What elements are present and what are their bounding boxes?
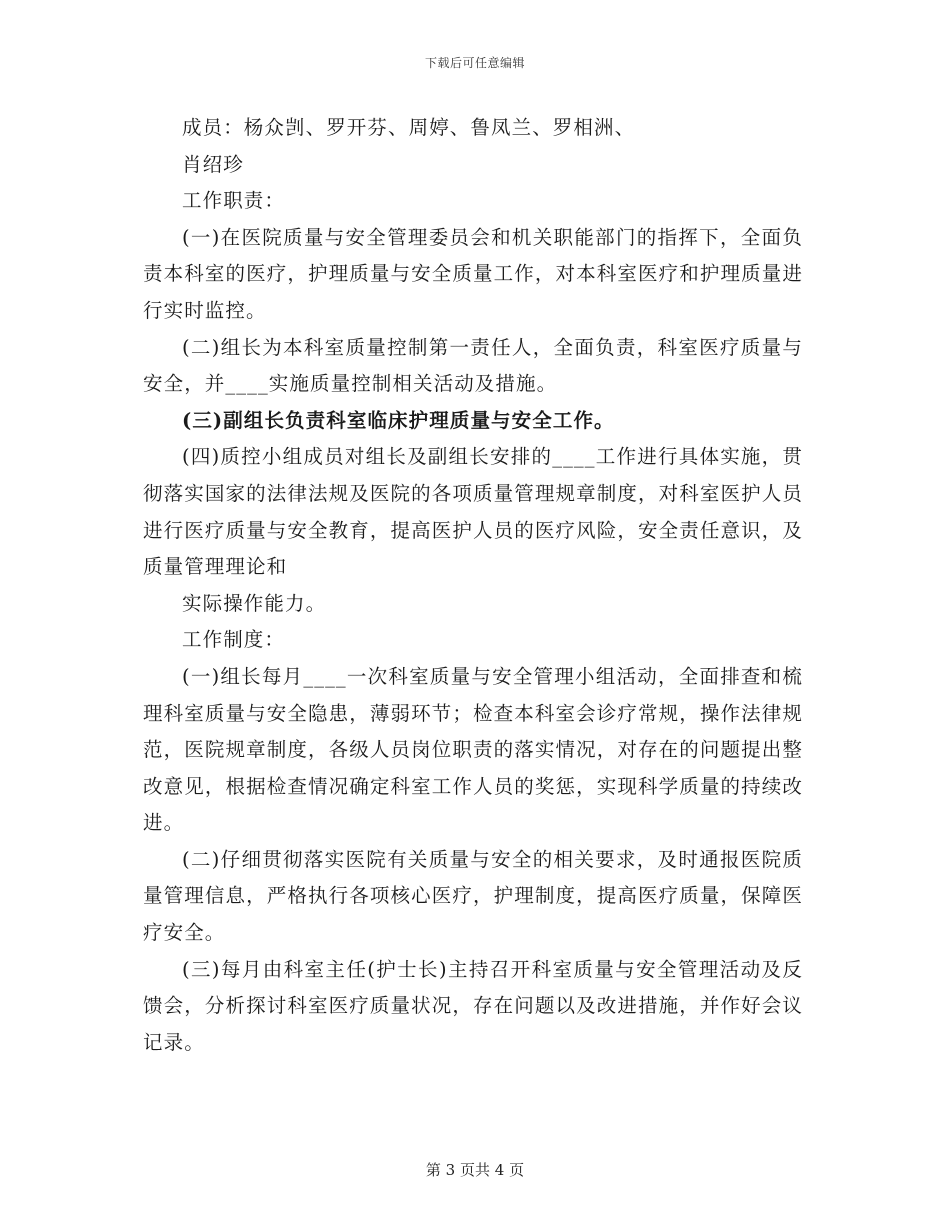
document-body bbox=[143, 110, 803, 1061]
paragraph-members: 成员：杨众剀、罗开芬、周婷、鲁凤兰、罗相洲、 bbox=[182, 116, 636, 139]
paragraph-system-2: (二)仔细贯彻落实医院有关质量与安全的相关要求，及时通报医院质量管理信息，严格执行各项核心医疗，护理制度，提高医疗质量，保障医疗安全。 bbox=[143, 847, 803, 945]
paragraph-duty-3: (三)副组长负责科室临床护理质量与安全工作。 bbox=[182, 408, 615, 432]
page-footer: 第 3 页共 4 页 bbox=[425, 1161, 525, 1179]
page-header: 下载后可任意编辑 bbox=[424, 56, 525, 70]
paragraph-duty-2: (二)组长为本科室质量控制第一责任人，全面负责，科室医疗质量与安全，并____实施质量控制相关活动及措施。 bbox=[143, 335, 803, 396]
paragraph-duty-4: (四)质控小组成员对组长及副组长安排的____工作进行具体实施，贯彻落实国家的法律法规及医院的各项质量管理规章制度，对科室医护人员进行医疗质量与安全教育，提高医护人员的医疗风险，安全责任意识，及质量管理理论和 bbox=[143, 445, 803, 579]
heading-system: 工作制度： bbox=[182, 628, 286, 652]
heading-duties: 工作职责： bbox=[182, 189, 286, 213]
paragraph-duty-1: (一)在医院质量与安全管理委员会和机关职能部门的指挥下，全面负责本科室的医疗，护理质量与安全质量工作，对本科室医疗和护理质量进行实时监控。 bbox=[143, 225, 803, 322]
paragraph-system-3: (三)每月由科室主任(护士长)主持召开科室质量与安全管理活动及反馈会，分析探讨科室医疗质量状况，存在问题以及改进措施，并作好会议记录。 bbox=[143, 957, 803, 1054]
paragraph-duty-4-cont: 实际操作能力。 bbox=[182, 591, 327, 615]
paragraph-system-1: (一)组长每月____一次科室质量与安全管理小组活动，全面排查和梳理科室质量与安全隐患，薄弱环节；检查本科室会诊疗常规，操作法律规范，医院规章制度，各级人员岗位职责的落实情况，对存在的问题提出整改意见，根据检查情况确定科室工作人员的奖惩，实现科学质量的持续改进。 bbox=[143, 664, 803, 835]
paragraph-members-cont: 肖绍珍 bbox=[182, 152, 244, 176]
